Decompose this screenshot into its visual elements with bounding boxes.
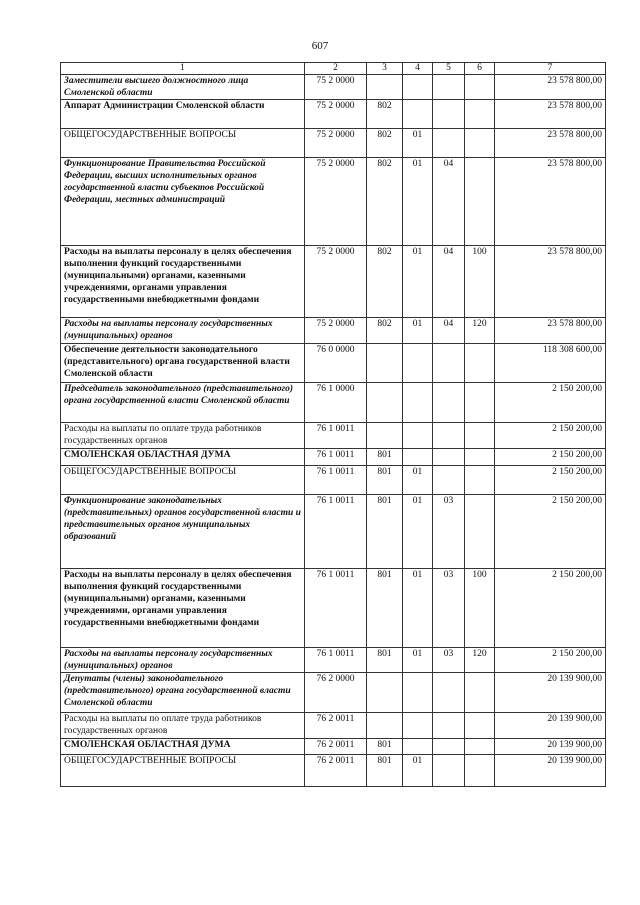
row-name: Обеспечение деятельности законодательного (представительного) органа государственной власти Смоленской области — [61, 344, 305, 383]
row-col-6 — [465, 739, 495, 755]
row-amount: 23 578 800,00 — [495, 158, 606, 246]
header-col-2: 2 — [305, 63, 367, 75]
row-col-3: 801 — [367, 755, 403, 787]
row-col-6 — [465, 344, 495, 383]
row-name: Аппарат Администрации Смоленской области — [61, 100, 305, 129]
table-row — [61, 569, 606, 648]
row-col-4: 01 — [403, 755, 433, 787]
row-col-3 — [367, 344, 403, 383]
row-col-5: 04 — [433, 158, 465, 246]
header-col-3: 3 — [367, 63, 403, 75]
row-name: ОБЩЕГОСУДАРСТВЕННЫЕ ВОПРОСЫ — [61, 466, 305, 495]
row-col-6: 100 — [465, 246, 495, 318]
row-col-6 — [465, 449, 495, 466]
row-amount: 2 150 200,00 — [495, 383, 606, 423]
row-name: Расходы на выплаты персоналу в целях обеспечения выполнения функций государственными (муниципальными) органами, казенными учреждениями, органами управления государственными внебюджетными фондами — [61, 569, 305, 648]
row-col-6: 120 — [465, 318, 495, 344]
header-col-6: 6 — [465, 63, 495, 75]
row-amount: 2 150 200,00 — [495, 466, 606, 495]
header-col-1: 1 — [61, 63, 305, 75]
row-col-2: 75 2 0000 — [305, 318, 367, 344]
row-col-4 — [403, 713, 433, 739]
row-col-3: 801 — [367, 739, 403, 755]
row-col-5 — [433, 423, 465, 449]
row-col-5 — [433, 713, 465, 739]
row-col-4 — [403, 344, 433, 383]
table-row — [61, 318, 606, 344]
row-name: Функционирование законодательных (представительных) органов государственной власти и представительных органов муниципальных образований — [61, 495, 305, 569]
row-col-2: 76 2 0000 — [305, 673, 367, 713]
row-col-4: 01 — [403, 158, 433, 246]
row-col-6 — [465, 713, 495, 739]
row-col-6: 120 — [465, 648, 495, 673]
row-name: Расходы на выплаты персоналу в целях обеспечения выполнения функций государственными (муниципальными) органами, казенными учреждениями, органами управления государственными внебюджетными фондами — [61, 246, 305, 318]
row-col-5 — [433, 383, 465, 423]
row-col-4 — [403, 423, 433, 449]
row-col-6: 100 — [465, 569, 495, 648]
table-row — [61, 449, 606, 466]
row-name: Расходы на выплаты по оплате труда работников государственных органов — [61, 713, 305, 739]
row-col-6 — [465, 466, 495, 495]
row-col-2: 75 2 0000 — [305, 75, 367, 100]
row-name: Расходы на выплаты по оплате труда работников государственных органов — [61, 423, 305, 449]
row-amount: 2 150 200,00 — [495, 648, 606, 673]
table-header — [61, 63, 606, 75]
header-col-5: 5 — [433, 63, 465, 75]
row-col-6 — [465, 495, 495, 569]
row-name: Председатель законодательного (представительного) органа государственной власти Смоленской области — [61, 383, 305, 423]
row-col-5 — [433, 129, 465, 158]
row-col-3: 802 — [367, 246, 403, 318]
row-col-3 — [367, 423, 403, 449]
row-col-5 — [433, 739, 465, 755]
table-row — [61, 713, 606, 739]
row-col-2: 76 2 0011 — [305, 739, 367, 755]
row-col-2: 76 1 0011 — [305, 495, 367, 569]
header-col-4: 4 — [403, 63, 433, 75]
row-col-4: 01 — [403, 246, 433, 318]
table-row — [61, 75, 606, 100]
row-col-5 — [433, 344, 465, 383]
row-col-3: 801 — [367, 449, 403, 466]
row-col-6 — [465, 755, 495, 787]
row-col-4: 01 — [403, 648, 433, 673]
row-amount: 2 150 200,00 — [495, 569, 606, 648]
row-col-2: 76 1 0000 — [305, 383, 367, 423]
row-col-4: 01 — [403, 129, 433, 158]
row-col-4 — [403, 673, 433, 713]
row-amount: 118 308 600,00 — [495, 344, 606, 383]
table-row — [61, 739, 606, 755]
row-name: ОБЩЕГОСУДАРСТВЕННЫЕ ВОПРОСЫ — [61, 129, 305, 158]
row-amount: 20 139 900,00 — [495, 739, 606, 755]
table-row — [61, 383, 606, 423]
row-name: Расходы на выплаты персоналу государственных (муниципальных) органов — [61, 648, 305, 673]
row-col-3: 802 — [367, 100, 403, 129]
row-col-4: 01 — [403, 569, 433, 648]
row-col-2: 75 2 0000 — [305, 129, 367, 158]
row-amount: 20 139 900,00 — [495, 713, 606, 739]
table-row — [61, 158, 606, 246]
table-row — [61, 466, 606, 495]
row-col-4: 01 — [403, 318, 433, 344]
row-col-2: 76 1 0011 — [305, 449, 367, 466]
row-col-4 — [403, 739, 433, 755]
row-col-3 — [367, 673, 403, 713]
row-name: СМОЛЕНСКАЯ ОБЛАСТНАЯ ДУМА — [61, 739, 305, 755]
row-col-6 — [465, 673, 495, 713]
table-body — [61, 75, 606, 787]
row-col-3: 801 — [367, 569, 403, 648]
row-amount: 23 578 800,00 — [495, 75, 606, 100]
row-col-2: 76 1 0011 — [305, 648, 367, 673]
row-col-3: 801 — [367, 466, 403, 495]
table-row — [61, 673, 606, 713]
row-col-6 — [465, 129, 495, 158]
row-col-3: 802 — [367, 129, 403, 158]
row-name: Заместители высшего должностного лица Смоленской области — [61, 75, 305, 100]
row-col-2: 75 2 0000 — [305, 100, 367, 129]
row-col-5: 04 — [433, 318, 465, 344]
row-col-6 — [465, 383, 495, 423]
row-col-2: 75 2 0000 — [305, 158, 367, 246]
row-col-3: 802 — [367, 158, 403, 246]
row-amount: 2 150 200,00 — [495, 495, 606, 569]
row-col-2: 76 0 0000 — [305, 344, 367, 383]
row-col-4: 01 — [403, 495, 433, 569]
row-col-3: 802 — [367, 318, 403, 344]
row-amount: 2 150 200,00 — [495, 449, 606, 466]
row-amount: 23 578 800,00 — [495, 318, 606, 344]
row-amount: 23 578 800,00 — [495, 129, 606, 158]
row-col-5: 03 — [433, 495, 465, 569]
row-col-3 — [367, 383, 403, 423]
row-col-3: 801 — [367, 648, 403, 673]
row-col-4 — [403, 383, 433, 423]
row-col-2: 76 2 0011 — [305, 755, 367, 787]
row-col-2: 75 2 0000 — [305, 246, 367, 318]
page-number: 607 — [311, 40, 329, 52]
row-amount: 23 578 800,00 — [495, 246, 606, 318]
table-row — [61, 246, 606, 318]
row-name: Расходы на выплаты персоналу государственных (муниципальных) органов — [61, 318, 305, 344]
row-amount: 20 139 900,00 — [495, 673, 606, 713]
row-col-5 — [433, 100, 465, 129]
header-col-7: 7 — [495, 63, 606, 75]
row-col-6 — [465, 100, 495, 129]
budget-table — [60, 62, 606, 787]
row-col-2: 76 1 0011 — [305, 569, 367, 648]
row-name: Функционирование Правительства Российской Федерации, высших исполнительных органов государственной власти субъектов Российской Федерации, местных администраций — [61, 158, 305, 246]
row-col-5 — [433, 755, 465, 787]
table-row — [61, 495, 606, 569]
row-col-5 — [433, 75, 465, 100]
row-name: ОБЩЕГОСУДАРСТВЕННЫЕ ВОПРОСЫ — [61, 755, 305, 787]
row-col-4 — [403, 75, 433, 100]
row-col-3 — [367, 713, 403, 739]
row-col-4: 01 — [403, 466, 433, 495]
row-name: СМОЛЕНСКАЯ ОБЛАСТНАЯ ДУМА — [61, 449, 305, 466]
row-name: Депутаты (члены) законодательного (представительного) органа государственной власти Смоленской области — [61, 673, 305, 713]
row-col-5 — [433, 466, 465, 495]
row-col-4 — [403, 100, 433, 129]
row-amount: 2 150 200,00 — [495, 423, 606, 449]
row-col-6 — [465, 75, 495, 100]
row-col-2: 76 1 0011 — [305, 423, 367, 449]
row-col-3 — [367, 75, 403, 100]
table-row — [61, 344, 606, 383]
table-row — [61, 129, 606, 158]
row-amount: 20 139 900,00 — [495, 755, 606, 787]
row-col-5 — [433, 673, 465, 713]
table-row — [61, 100, 606, 129]
table-row — [61, 423, 606, 449]
row-col-5: 04 — [433, 246, 465, 318]
row-col-4 — [403, 449, 433, 466]
table-row — [61, 648, 606, 673]
row-col-6 — [465, 423, 495, 449]
row-col-3: 801 — [367, 495, 403, 569]
header-row — [61, 63, 606, 75]
row-col-5 — [433, 449, 465, 466]
row-amount: 23 578 800,00 — [495, 100, 606, 129]
row-col-2: 76 2 0011 — [305, 713, 367, 739]
row-col-2: 76 1 0011 — [305, 466, 367, 495]
row-col-5: 03 — [433, 569, 465, 648]
table-row — [61, 755, 606, 787]
row-col-5: 03 — [433, 648, 465, 673]
row-col-6 — [465, 158, 495, 246]
